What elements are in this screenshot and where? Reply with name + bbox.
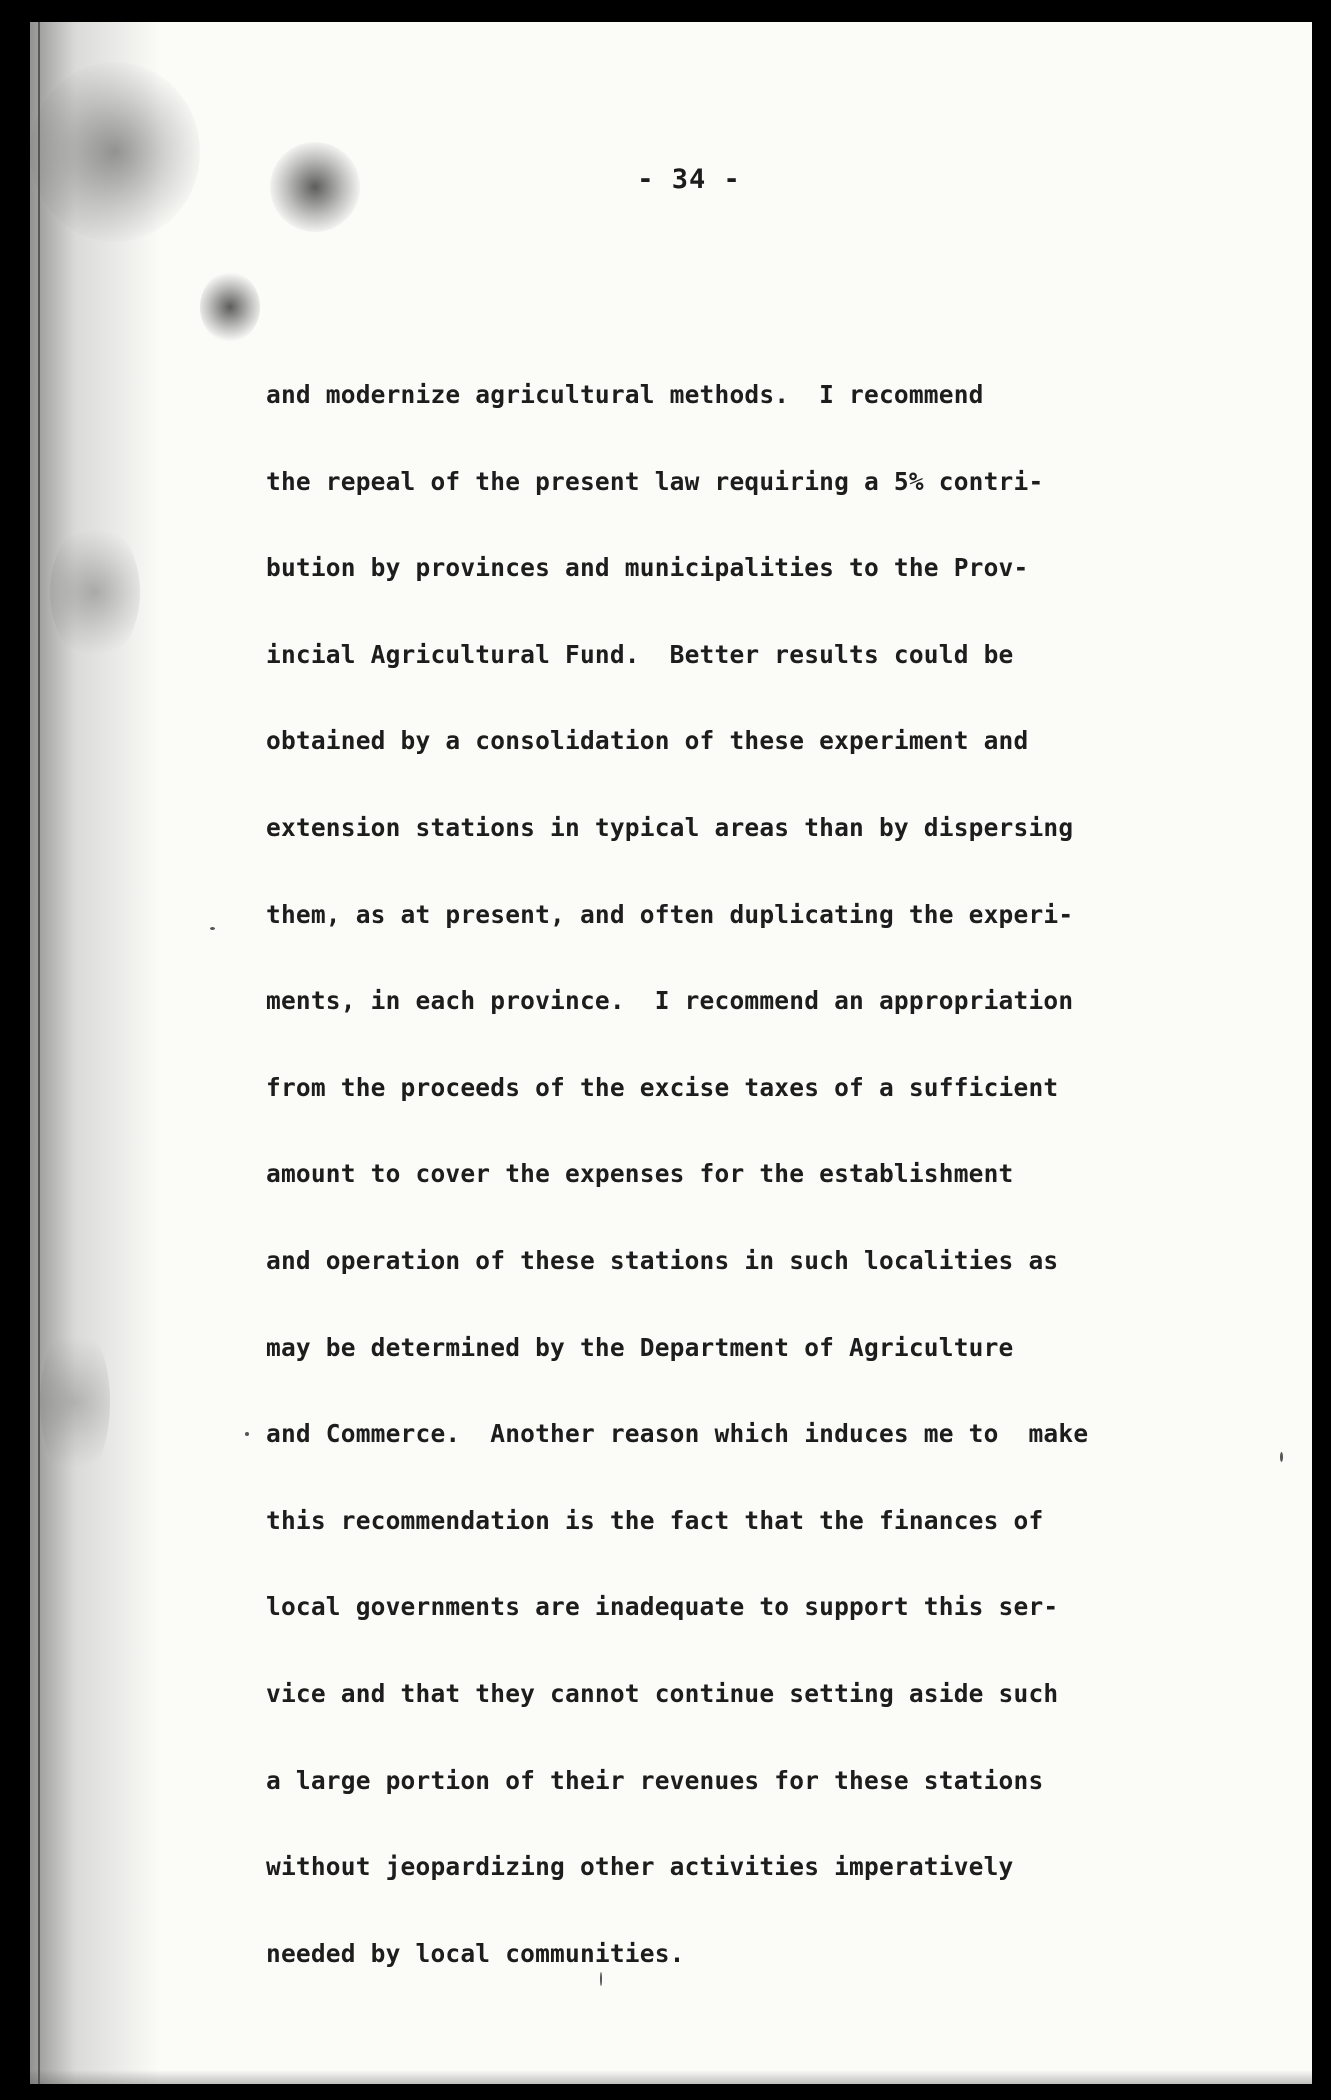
stain-mark [40,1322,110,1482]
document-page [30,22,1312,2084]
scan-edge-line [38,22,40,2084]
stain-mark [50,522,140,662]
stain-mark [30,62,200,242]
text-line: and operation of these stations in such localities as [266,1245,1059,1275]
text-line: them, as at present, and often duplicating the experi- [266,899,1074,929]
scan-bottom-edge [30,2070,1312,2084]
text-line: without jeopardizing other activities imperatively [266,1852,1014,1882]
text-line: amount to cover the expenses for the establishment [266,1159,1014,1189]
page-number: - 34 - [637,164,741,195]
speck [210,927,215,930]
text-line: obtained by a consolidation of these experiment and [266,726,1029,756]
text-line: and modernize agricultural methods. I recommend [266,380,984,409]
text-line: may be determined by the Department of Agriculture [266,1332,1014,1362]
stain-mark [200,272,260,342]
text-line: incial Agricultural Fund. Better results could be [266,639,1014,669]
speck [245,1432,249,1436]
text-line: extension stations in typical areas than by dispersing [266,812,1074,842]
text-line: bution by provinces and municipalities to the Prov- [266,553,1029,583]
text-line: ments, in each province. I recommend an appropriation [266,986,1074,1016]
text-line: needed by local communities. [266,1938,685,1968]
text-line: a large portion of their revenues for these stations [266,1765,1044,1795]
text-line: this recommendation is the fact that the finances of [266,1505,1044,1535]
text-line: from the proceeds of the excise taxes of a sufficient [266,1072,1059,1102]
text-line: and Commerce. Another reason which induces me to make [266,1419,1089,1449]
scan-shadow [30,22,160,2084]
speck [1280,1452,1283,1462]
text-line: local governments are inadequate to support this ser- [266,1592,1059,1622]
text-line: the repeal of the present law requiring a 5% contri- [266,466,1044,496]
text-line: vice and that they cannot continue setting aside such [266,1678,1059,1708]
body-text [266,352,1206,1997]
